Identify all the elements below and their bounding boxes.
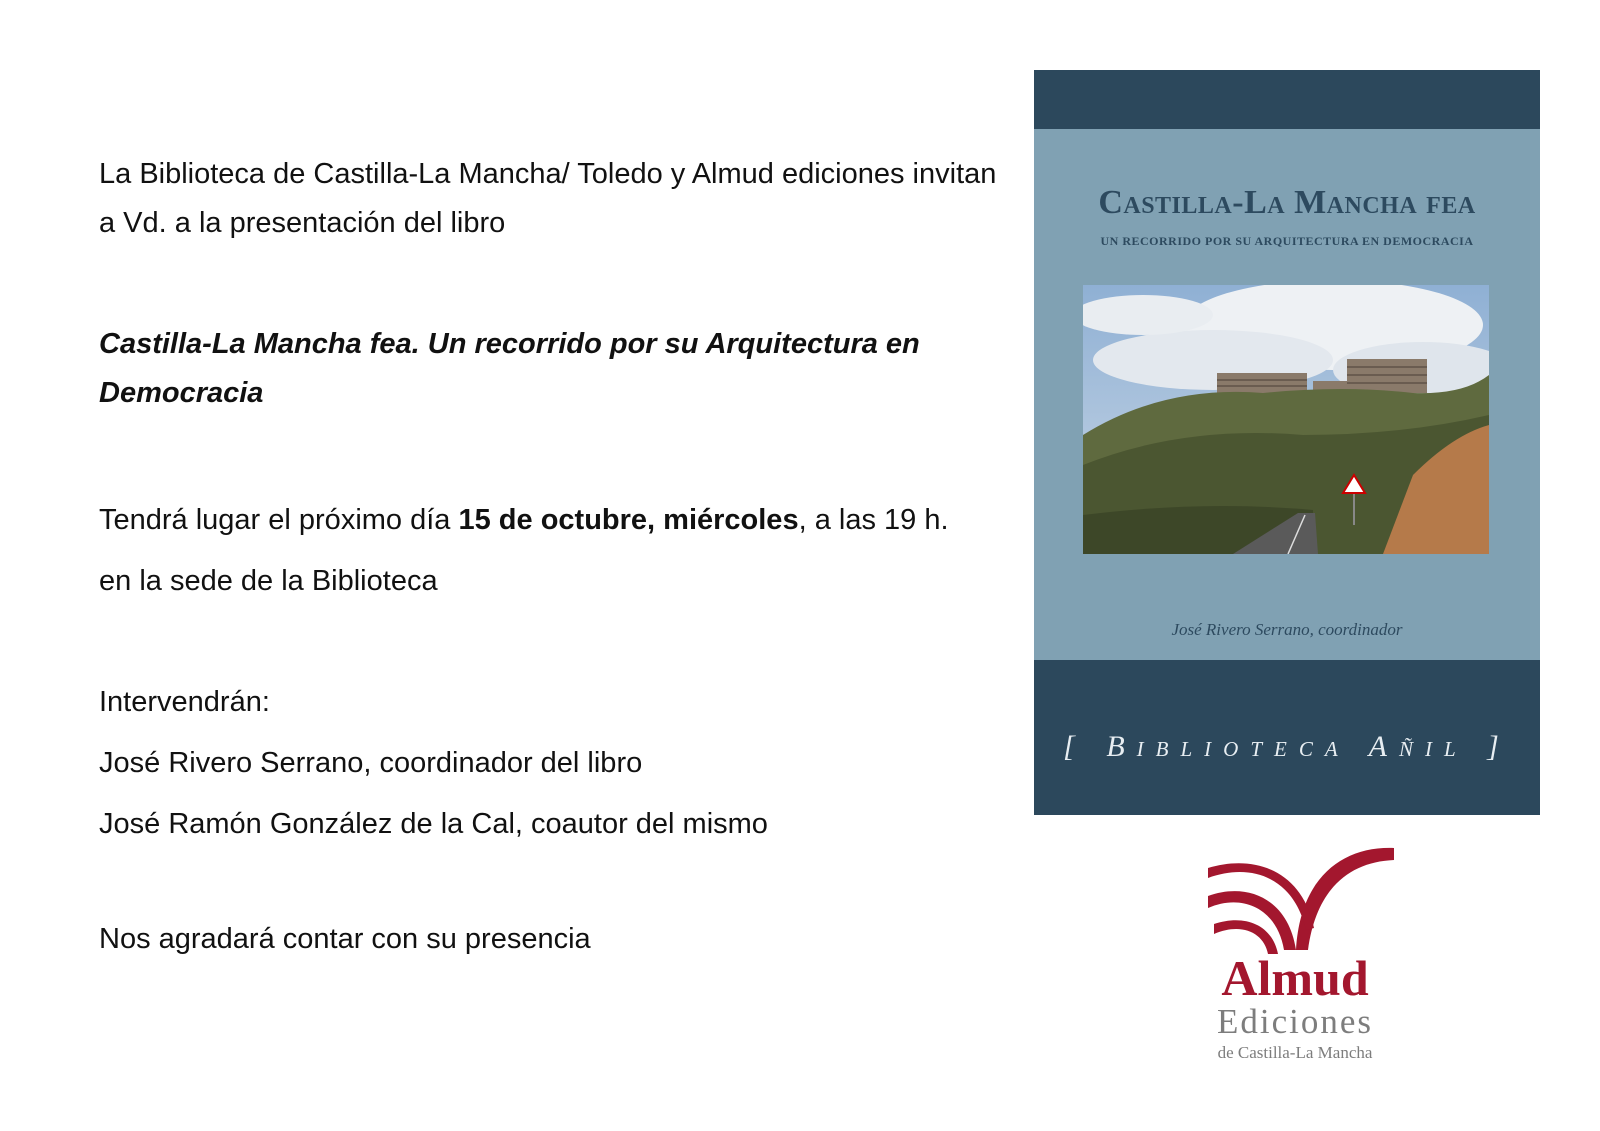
speaker-1: José Rivero Serrano, coordinador del libro <box>99 747 643 779</box>
cover-series: [ Biblioteca Añil ] <box>1063 730 1511 763</box>
logo-name: Almud <box>1221 950 1369 1006</box>
book-title: Castilla-La Mancha fea. Un recorrido por su Arquitectura en Democracia <box>99 328 920 409</box>
logo-region: de Castilla-La Mancha <box>1217 1043 1373 1062</box>
book-cover <box>1034 70 1540 815</box>
event-text-before: Tendrá lugar el próximo día <box>99 504 459 536</box>
speakers-heading: Intervendrán: <box>99 686 270 718</box>
cover-title: Castilla-La Mancha fea <box>1098 184 1476 221</box>
invitation-intro: La Biblioteca de Castilla-La Mancha/ Toledo y Almud ediciones invitan a Vd. a la presentación del libro <box>99 158 997 239</box>
speakers <box>99 672 1019 855</box>
cover-photo <box>1083 285 1489 554</box>
almud-wave-icon <box>1202 838 1398 956</box>
landscape-illustration <box>1083 285 1489 554</box>
event-details <box>99 490 1019 612</box>
cover-author: José Rivero Serrano, coordinador <box>1171 620 1403 639</box>
cover-subtitle: UN RECORRIDO POR SU ARQUITECTURA EN DEMOCRACIA <box>1100 234 1474 248</box>
event-place: en la sede de la Biblioteca <box>99 565 438 597</box>
event-text-after: , a las 19 h. <box>798 504 949 536</box>
almud-logo <box>1190 838 1410 1068</box>
invitation-text <box>99 150 1019 964</box>
logo-ediciones: Ediciones <box>1216 1002 1374 1041</box>
speaker-2: José Ramón González de la Cal, coautor del mismo <box>99 808 768 840</box>
closing-line: Nos agradará contar con su presencia <box>99 923 591 955</box>
event-date: 15 de octubre, miércoles <box>458 504 799 536</box>
